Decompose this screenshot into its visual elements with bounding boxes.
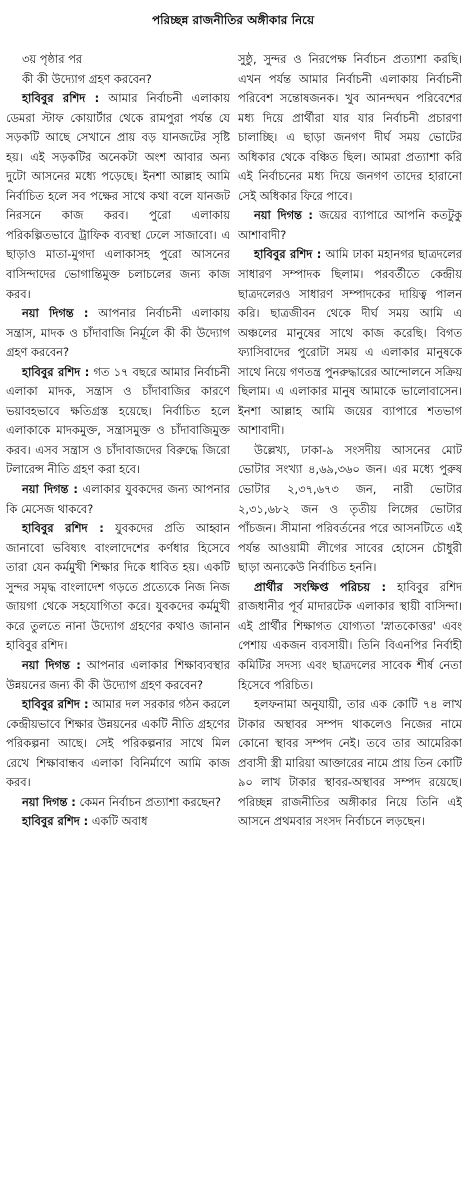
answer-paragraph	[6, 695, 230, 793]
question-text: জয়ের ব্যাপারে আপনি কতটুকু আশাবাদী?	[238, 208, 462, 242]
question-paragraph	[6, 480, 230, 519]
continuation-note: ৩য় পৃষ্ঠার পর	[22, 52, 83, 66]
voter-stats-paragraph: উল্লেখ্য, ঢাকা-৯ সংসদীয় আসনের মোট ভোটার সংখ্যা ৪,৬৯,৩৬০ জন। এর মধ্যে পুরুষ ভোটার ২,৩৭,৬৭৩ জন, নারী ভোটার ২,৩১,৬৮২ জন ও তৃতীয় লিঙ্গের ভোটার পাঁচজন। সীমানা পরিবর্তনের পরে আসনটিতে এই পর্যন্ত আওয়ামী লীগের সাবের হোসেন চৌধুরী ছাড়া অন্যকেউ নির্বাচিত হননি।	[238, 442, 462, 575]
answer-text: গত ১৭ বছরে আমার নির্বাচনী এলাকা মাদক, সন্ত্রাস ও চাঁদাবাজির কারণে ভয়াবহভাবে ক্ষতিগ্রস্ত হয়েছে। নির্বাচিত হলে এলাকাকে মাদকমুক্ত, সন্ত্রাসমুক্ত ও চাঁদাবাজিমুক্ত করব। এসব সন্ত্রাস ও চাঁদাবাজদের বিরুদ্ধে জিরো টলারেন্স নীতি গ্রহণ করা হবে।	[6, 364, 230, 477]
question-text: এলাকার যুবকদের জন্য আপনার কি মেসেজ থাকবে?	[6, 482, 230, 516]
question-text: আপনার নির্বাচনী এলাকায় সন্ত্রাস, মাদক ও চাঁদাবাজি নির্মূলে কী কী উদ্যোগ গ্রহণ করবেন?	[6, 306, 230, 360]
speaker-label: নয়া দিগন্ত :	[22, 306, 89, 321]
answer-paragraph	[6, 812, 230, 832]
candidate-profile-paragraph	[238, 578, 462, 695]
profile-label: প্রার্থীর সংক্ষিপ্ত পরিচয় :	[254, 579, 387, 594]
question-paragraph	[6, 304, 230, 363]
answer-continuation: সুষ্ঠু, সুন্দর ও নিরপেক্ষ নির্বাচন প্রত্যাশা করছি। এখন পর্যন্ত আমার নির্বাচনী এলাকায় নির্বাচনী পরিবেশ সন্তোষজনক। খুব আনন্দঘন পরিবেশের মধ্য দিয়ে প্রার্থীরা যার যার নির্বাচনী প্রচারণা চালাচ্ছি। এ ছাড়া জনগণ দীর্ঘ সময় ভোটের অধিকার থেকে বঞ্চিত ছিল। আমরা প্রত্যাশা করি এই নির্বাচনের মধ্য দিয়ে জনগণ তাদের হারানো সেই অধিকার ফিরে পাবে।	[238, 52, 462, 203]
speaker-label: নয়া দিগন্ত :	[22, 482, 78, 497]
question-paragraph	[238, 206, 462, 245]
answer-text: আমি ঢাকা মহানগর ছাত্রদলের সাধারণ সম্পাদক ছিলাম। পরবর্তীতে কেন্দ্রীয় ছাত্রদলেরও সাধারণ সম্পাদকের দায়িত্ব পালন করি। ছাত্রজীবন থেকে দীর্ঘ সময় আমি এ অঞ্চলের মানুষের সাথে কাজ করেছি। বিগত ফ্যাসিবাদের পুরোটা সময় এ এলাকার মানুষকে সাথে নিয়ে গণতন্ত্র পুনরুদ্ধারের আন্দোলনে সক্রিয় ছিলাম। এ এলাকার মানুষ আমাকে ভালোবাসেন। ইনশা আল্লাহ আমি জয়ের ব্যাপারে শতভাগ আশাবাদী।	[238, 247, 462, 438]
profile-text: হাবিবুর রশিদ রাজধানীর পূর্ব মাদারটেক এলাকার স্থায়ী বাসিন্দা। এই প্রার্থীর শিক্ষাগত যোগ্যতা 'স্নাতকোত্তর' এবং পেশায় একজন ব্যবসায়ী। তিনি বিএনপির নির্বাহী কমিটির সদস্য এবং ছাত্রদলের সাবেক শীর্ষ নেতা হিসেবে পরিচিত।	[238, 579, 462, 692]
answer-text: আমার নির্বাচনী এলাকায় ডেমরা স্টাফ কোয়ার্টার থেকে রামপুরা পর্যন্ত যে সড়কটি আছে সেখানে প্রায় বড় যানজটের সৃষ্টি হয়। এই সড়কটির অনেকটা অংশ আবার অন্য দুটো আসনের মধ্যে পড়েছে। ইনশা আল্লাহ আমি নির্বাচিত হলে সব পক্ষের সাথে কথা বলে যানজট নিরসনে কাজ করব। পুরো এলাকায় পরিকল্পিতভাবে ট্রাফিক ব্যবস্থা ঢেলে সাজাবো। এ ছাড়াও মাতা-মুগদা এলাকাসহ পুরো আসনের বাসিন্দাদের ভোগান্তিমুক্ত চলাচলের জন্য কাজ করব।	[6, 91, 230, 301]
answer-paragraph	[238, 245, 462, 440]
question-text: কী কী উদ্যোগ গ্রহণ করবেন?	[22, 71, 152, 86]
answer-paragraph	[6, 89, 230, 304]
article-column-right	[238, 50, 462, 1178]
question-text: কেমন নির্বাচন প্রত্যাশা করছেন?	[75, 794, 221, 809]
question-paragraph	[6, 656, 230, 695]
answer-text: একটি অবাধ	[88, 814, 148, 829]
speaker-label: হাবিবুর রশিদ :	[22, 814, 89, 829]
question-paragraph	[6, 793, 230, 813]
assets-paragraph: হলফনামা অনুযায়ী, তার এক কোটি ৭৪ লাখ টাকার অস্থাবর সম্পদ থাকলেও নিজের নামে কোনো স্থাবর সম্পদ নেই। তবে তার আমেরিকা প্রবাসী স্ত্রী মারিয়া আক্তারের নামে প্রায় তিন কোটি ৯০ লাখ টাকার স্থাবর-অস্থাবর সম্পদ রয়েছে। পরিচ্ছন্ন রাজনীতির অঙ্গীকার নিয়ে তিনি এই আসনে প্রথমবার সংসদ নির্বাচনে লড়ছেন।	[238, 697, 462, 829]
answer-paragraph	[6, 519, 230, 656]
answer-text: যুবকদের প্রতি আহ্বান জানাবো ভবিষ্যৎ বাংলাদেশের কর্ণধার হিসেবে তারা যেন কর্মমুখী শিক্ষার দিকে ধাবিত হয়। একটি সুন্দর সমৃদ্ধ বাংলাদেশ গড়তে প্রত্যেকে নিজ নিজ জায়গা থেকে সহযোগিতা করে। যুবকদের কর্মমুখী করে তুলতে নানা উদ্যোগ গ্রহণের কথাও জানান হাবিবুর রশিদ।	[6, 521, 230, 653]
speaker-label: হাবিবুর রশিদ :	[22, 521, 104, 536]
speaker-label: হাবিবুর রশিদ :	[22, 91, 100, 106]
speaker-label: হাবিবুর রশিদ :	[254, 247, 322, 262]
answer-paragraph	[6, 363, 230, 480]
headline: পরিচ্ছন্ন রাজনীতির অঙ্গীকার নিয়ে	[151, 13, 315, 27]
article-column-left	[6, 50, 230, 1178]
speaker-label: হাবিবুর রশিদ :	[22, 697, 89, 712]
speaker-label: নয়া দিগন্ত :	[22, 794, 76, 809]
speaker-label: নয়া দিগন্ত :	[22, 657, 81, 672]
speaker-label: নয়া দিগন্ত :	[254, 208, 313, 223]
speaker-label: হাবিবুর রশিদ :	[22, 364, 90, 379]
answer-text: আমার দল সরকার গঠন করলে কেন্দ্রীয়ভাবে শিক্ষার উন্নয়নের একটি নীতি গ্রহণের পরিকল্পনা আছে। সেই পরিকল্পনার সাথে মিল রেখে শিক্ষাবান্ধব এলাকা বিনির্মাণে আমি কাজ করব।	[6, 697, 230, 790]
question-text: আপনার এলাকার শিক্ষাব্যবস্থার উন্নয়নের জন্য কী কী উদ্যোগ গ্রহণ করবেন?	[6, 657, 230, 692]
